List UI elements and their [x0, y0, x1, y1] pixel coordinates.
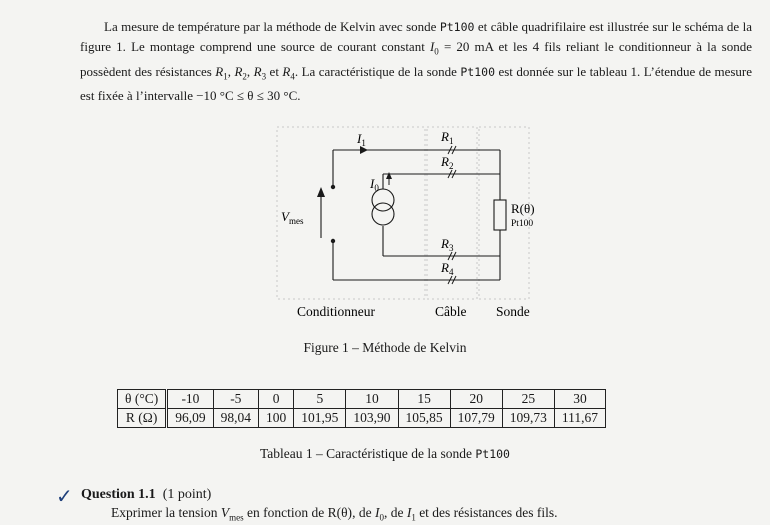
- label-r1: $R_1$: [441, 129, 454, 146]
- figure-caption: Figure 1 – Méthode de Kelvin: [303, 340, 467, 355]
- label-vmes: $V_{mes}$: [281, 209, 304, 226]
- i1-symbol: I: [406, 505, 412, 520]
- table-cell: 100: [259, 409, 294, 428]
- intro-text: et: [266, 63, 283, 79]
- r3-subscript: 3: [261, 71, 267, 82]
- r2-symbol: R: [234, 63, 243, 79]
- circuit-wires: [321, 150, 506, 280]
- label-conditionneur: Conditionneur: [297, 304, 375, 319]
- table-row-theta: [118, 390, 606, 409]
- question-text: , de: [383, 505, 407, 520]
- label-r2: $R_2$: [441, 154, 454, 171]
- table-row-resistance: [118, 409, 606, 428]
- table-cell: -10: [167, 390, 213, 409]
- r3-symbol: R: [253, 63, 262, 79]
- r4-subscript: 4: [290, 71, 295, 82]
- question-body: [111, 505, 558, 523]
- intro-text: = 20 mA et les 4 fils reliant le conditionneur à la sonde possèdent des résistances: [80, 39, 752, 79]
- table-cell: 111,67: [554, 409, 605, 428]
- vmes-subscript: mes: [229, 512, 244, 523]
- table-cell: 0: [259, 390, 294, 409]
- intro-text: est donnée sur le tableau 1. L’étendue de mesure est fixée à l’intervalle −10 °C ≤ θ ≤ 30 °C.: [80, 63, 753, 104]
- table-caption-text: Tableau 1 – Caractéristique de la sonde: [260, 446, 476, 461]
- table-header-theta: θ (°C): [118, 390, 167, 409]
- table-header-resistance: R (Ω): [118, 409, 167, 428]
- separator: ,: [227, 63, 235, 79]
- table-cell: 10: [346, 390, 398, 409]
- label-sonde: Sonde: [496, 304, 530, 319]
- kelvin-circuit-diagram: [275, 125, 535, 325]
- r1-subscript: 1: [223, 71, 228, 82]
- table-cell: 5: [294, 390, 346, 409]
- r4-symbol: R: [282, 63, 291, 79]
- table-caption: [0, 446, 770, 462]
- r1-symbol: R: [215, 63, 224, 79]
- terminal-dot: [331, 239, 335, 243]
- label-rtheta: R(θ): [511, 201, 535, 216]
- question-text: et des résistances des fils.: [415, 505, 558, 520]
- question-heading: [81, 487, 211, 503]
- pt100-term: Pt100: [475, 447, 510, 461]
- i1-subscript: 1: [411, 512, 416, 523]
- pt100-term: Pt100: [460, 64, 495, 79]
- label-pt100: Pt100: [511, 219, 534, 229]
- label-r4: $R_4$: [441, 260, 454, 277]
- i0-subscript: 0: [434, 46, 439, 57]
- terminal-dot: [331, 185, 335, 189]
- pt100-term: Pt100: [439, 20, 475, 34]
- label-i0: $I_0$: [370, 176, 379, 193]
- table-cell: 98,04: [213, 409, 258, 428]
- intro-text: La mesure de température par la méthode de Kelvin avec sonde: [104, 19, 440, 34]
- table-cell: 30: [554, 390, 605, 409]
- label-i1: $I_1$: [357, 131, 366, 148]
- separator: ,: [246, 63, 254, 79]
- vmes-symbol: V: [220, 505, 230, 520]
- table-cell: 109,73: [502, 409, 554, 428]
- intro-text: . La caractéristique de la sonde: [294, 63, 461, 79]
- intro-text: et câble quadrifilaire est illustrée sur le schéma de la figure 1. Le montage comprend une source de courant constant: [80, 19, 752, 54]
- table-cell: 105,85: [398, 409, 450, 428]
- table-cell: 15: [398, 390, 450, 409]
- voltage-arrow: [317, 187, 325, 197]
- i0-subscript: 0: [379, 512, 384, 523]
- i0-symbol: I: [429, 39, 435, 54]
- sensor-resistor: [494, 200, 506, 230]
- question-text: en fonction de: [243, 505, 328, 520]
- checkmark-icon: ✓: [56, 484, 73, 508]
- table-cell: 103,90: [346, 409, 398, 428]
- table-cell: 25: [502, 390, 554, 409]
- table-cell: 101,95: [294, 409, 346, 428]
- question-text: Exprimer la tension: [111, 505, 221, 520]
- label-r3: $R_3$: [441, 236, 454, 253]
- intro-paragraph: [80, 17, 752, 105]
- question-title: Question 1.1: [81, 487, 156, 502]
- region-frames: [277, 127, 529, 299]
- label-cable: Câble: [435, 304, 467, 319]
- table-cell: 96,09: [167, 409, 213, 428]
- table-cell: 107,79: [450, 409, 502, 428]
- r2-subscript: 2: [242, 71, 247, 82]
- i0-symbol: I: [374, 505, 380, 520]
- table-cell: 20: [450, 390, 502, 409]
- current-source-circle: [372, 203, 394, 225]
- table-cell: -5: [213, 390, 258, 409]
- question-text: , de: [352, 505, 375, 520]
- pt100-characteristic-table: [117, 389, 606, 428]
- i0-arrow: [386, 172, 392, 179]
- question-points: (1 point): [162, 487, 212, 502]
- rtheta-symbol: R(θ): [327, 505, 353, 520]
